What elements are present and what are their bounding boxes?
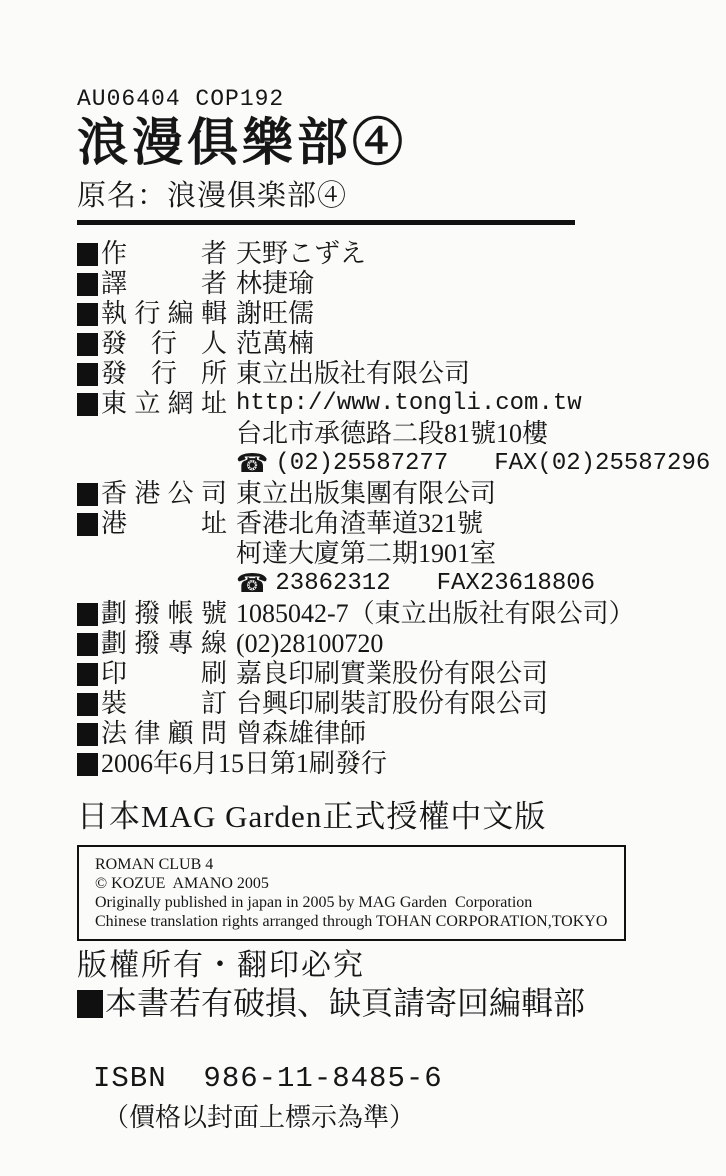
bullet-square-icon	[77, 243, 98, 266]
copyright-line-translation: Chinese translation rights arranged through TOHAN CORPORATION,TOKYO	[95, 913, 608, 930]
fax-number: FAX(02)25587296	[494, 450, 711, 477]
credit-value: 林捷瑜	[236, 269, 315, 298]
credit-row-hk-address	[77, 509, 690, 539]
credit-row-hk-company	[77, 479, 690, 509]
credit-row-translator	[77, 269, 690, 299]
bullet-square-icon	[77, 513, 98, 536]
price-note: （價格以封面上標示為準）	[103, 1103, 416, 1132]
credit-label: 印刷	[101, 659, 227, 688]
copyright-line-original: Originally published in japan in 2005 by MAG Garden Corporation	[95, 894, 533, 911]
copyright-box	[77, 845, 626, 941]
copyright-line-title: ROMAN CLUB 4	[95, 856, 214, 873]
book-title: 浪漫俱樂部④	[77, 116, 408, 172]
credit-row-printer	[77, 659, 690, 689]
isbn-code: ISBN 986-11-8485-6	[93, 1062, 443, 1095]
credit-value: 范萬楠	[236, 329, 315, 358]
credit-value: 香港北角渣華道321號	[236, 509, 484, 538]
page-code: AU06404 COP192	[77, 86, 285, 112]
address-text: 台北市承德路二段81號10樓	[236, 419, 549, 448]
bullet-square-icon	[77, 723, 98, 746]
bullet-square-icon	[77, 273, 98, 296]
phone-number: 23862312	[275, 570, 391, 597]
credit-row-hk-address-2	[77, 539, 690, 569]
copyright-line-author: © KOZUE AMANO 2005	[95, 875, 269, 892]
phone-icon: ☎	[236, 449, 269, 479]
credit-row-legal	[77, 719, 690, 749]
credit-label: 裝訂	[101, 689, 227, 718]
divider-rule	[77, 220, 575, 225]
bullet-square-icon	[77, 603, 98, 626]
credit-label: 香港公司	[101, 479, 227, 508]
credit-label: 發行所	[101, 359, 227, 388]
website-url: http://www.tongli.com.tw	[236, 390, 582, 417]
bullet-square-icon	[77, 663, 98, 686]
credit-label: 劃撥帳號	[101, 599, 227, 628]
credit-value: 台興印刷裝訂股份有限公司	[236, 689, 549, 718]
credit-value: 嘉良印刷實業股份有限公司	[236, 659, 549, 688]
credit-row-publisher-company	[77, 359, 690, 389]
bullet-square-icon	[77, 303, 98, 326]
print-date-text: 2006年6月15日第1刷發行	[101, 749, 388, 778]
credit-row-editor	[77, 299, 690, 329]
credit-label: 東立網址	[101, 389, 227, 418]
credit-label: 劃撥專線	[101, 629, 227, 658]
rights-reserved-line: 版權所有・翻印必究	[77, 949, 365, 982]
credit-value: 1085042-7（東立出版社有限公司）	[236, 599, 635, 628]
credit-value: 謝旺儒	[236, 299, 315, 328]
credit-row-author	[77, 239, 690, 269]
credit-row-binding	[77, 689, 690, 719]
bullet-square-icon	[77, 333, 98, 356]
credit-row-taipei-address	[77, 419, 690, 449]
credit-label: 執行編輯	[101, 299, 227, 328]
damage-notice-line	[77, 985, 690, 1021]
credits-list	[77, 239, 711, 779]
credit-row-hk-phone	[77, 569, 690, 599]
bullet-square-icon	[77, 753, 98, 776]
credit-value: 天野こずえ	[236, 239, 367, 268]
phone-number: (02)25587277	[275, 450, 449, 477]
bullet-square-icon	[77, 693, 98, 716]
credit-row-postal-account	[77, 599, 690, 629]
isbn-line	[77, 1025, 690, 1176]
credit-label: 發行人	[101, 329, 227, 358]
credit-value: 東立出版集團有限公司	[236, 479, 497, 508]
fax-number: FAX23618806	[436, 570, 596, 597]
bullet-square-icon	[77, 393, 98, 416]
credit-label: 法律顧問	[101, 719, 227, 748]
address-text: 柯達大廈第二期1901室	[236, 539, 497, 568]
credit-row-website	[77, 389, 690, 419]
credit-value: (02)28100720	[236, 629, 384, 658]
credit-row-publisher-person	[77, 329, 690, 359]
damage-notice-text: 本書若有破損、缺頁請寄回編輯部	[105, 985, 586, 1021]
bullet-square-icon	[77, 990, 103, 1018]
phone-icon: ☎	[236, 569, 269, 599]
license-line: 日本MAG Garden正式授權中文版	[77, 799, 547, 834]
bullet-square-icon	[77, 363, 98, 386]
original-title: 原名：浪漫俱楽部④	[77, 180, 348, 212]
credit-label: 作者	[101, 239, 227, 268]
credit-label: 港址	[101, 509, 227, 538]
bullet-square-icon	[77, 633, 98, 656]
credit-row-postal-line	[77, 629, 690, 659]
credit-value: 曾森雄律師	[236, 719, 367, 748]
bullet-square-icon	[77, 483, 98, 506]
credit-row-print-date	[77, 749, 690, 779]
credit-label: 譯者	[101, 269, 227, 298]
credit-value: 東立出版社有限公司	[236, 359, 471, 388]
credit-row-taipei-phone	[77, 449, 711, 479]
